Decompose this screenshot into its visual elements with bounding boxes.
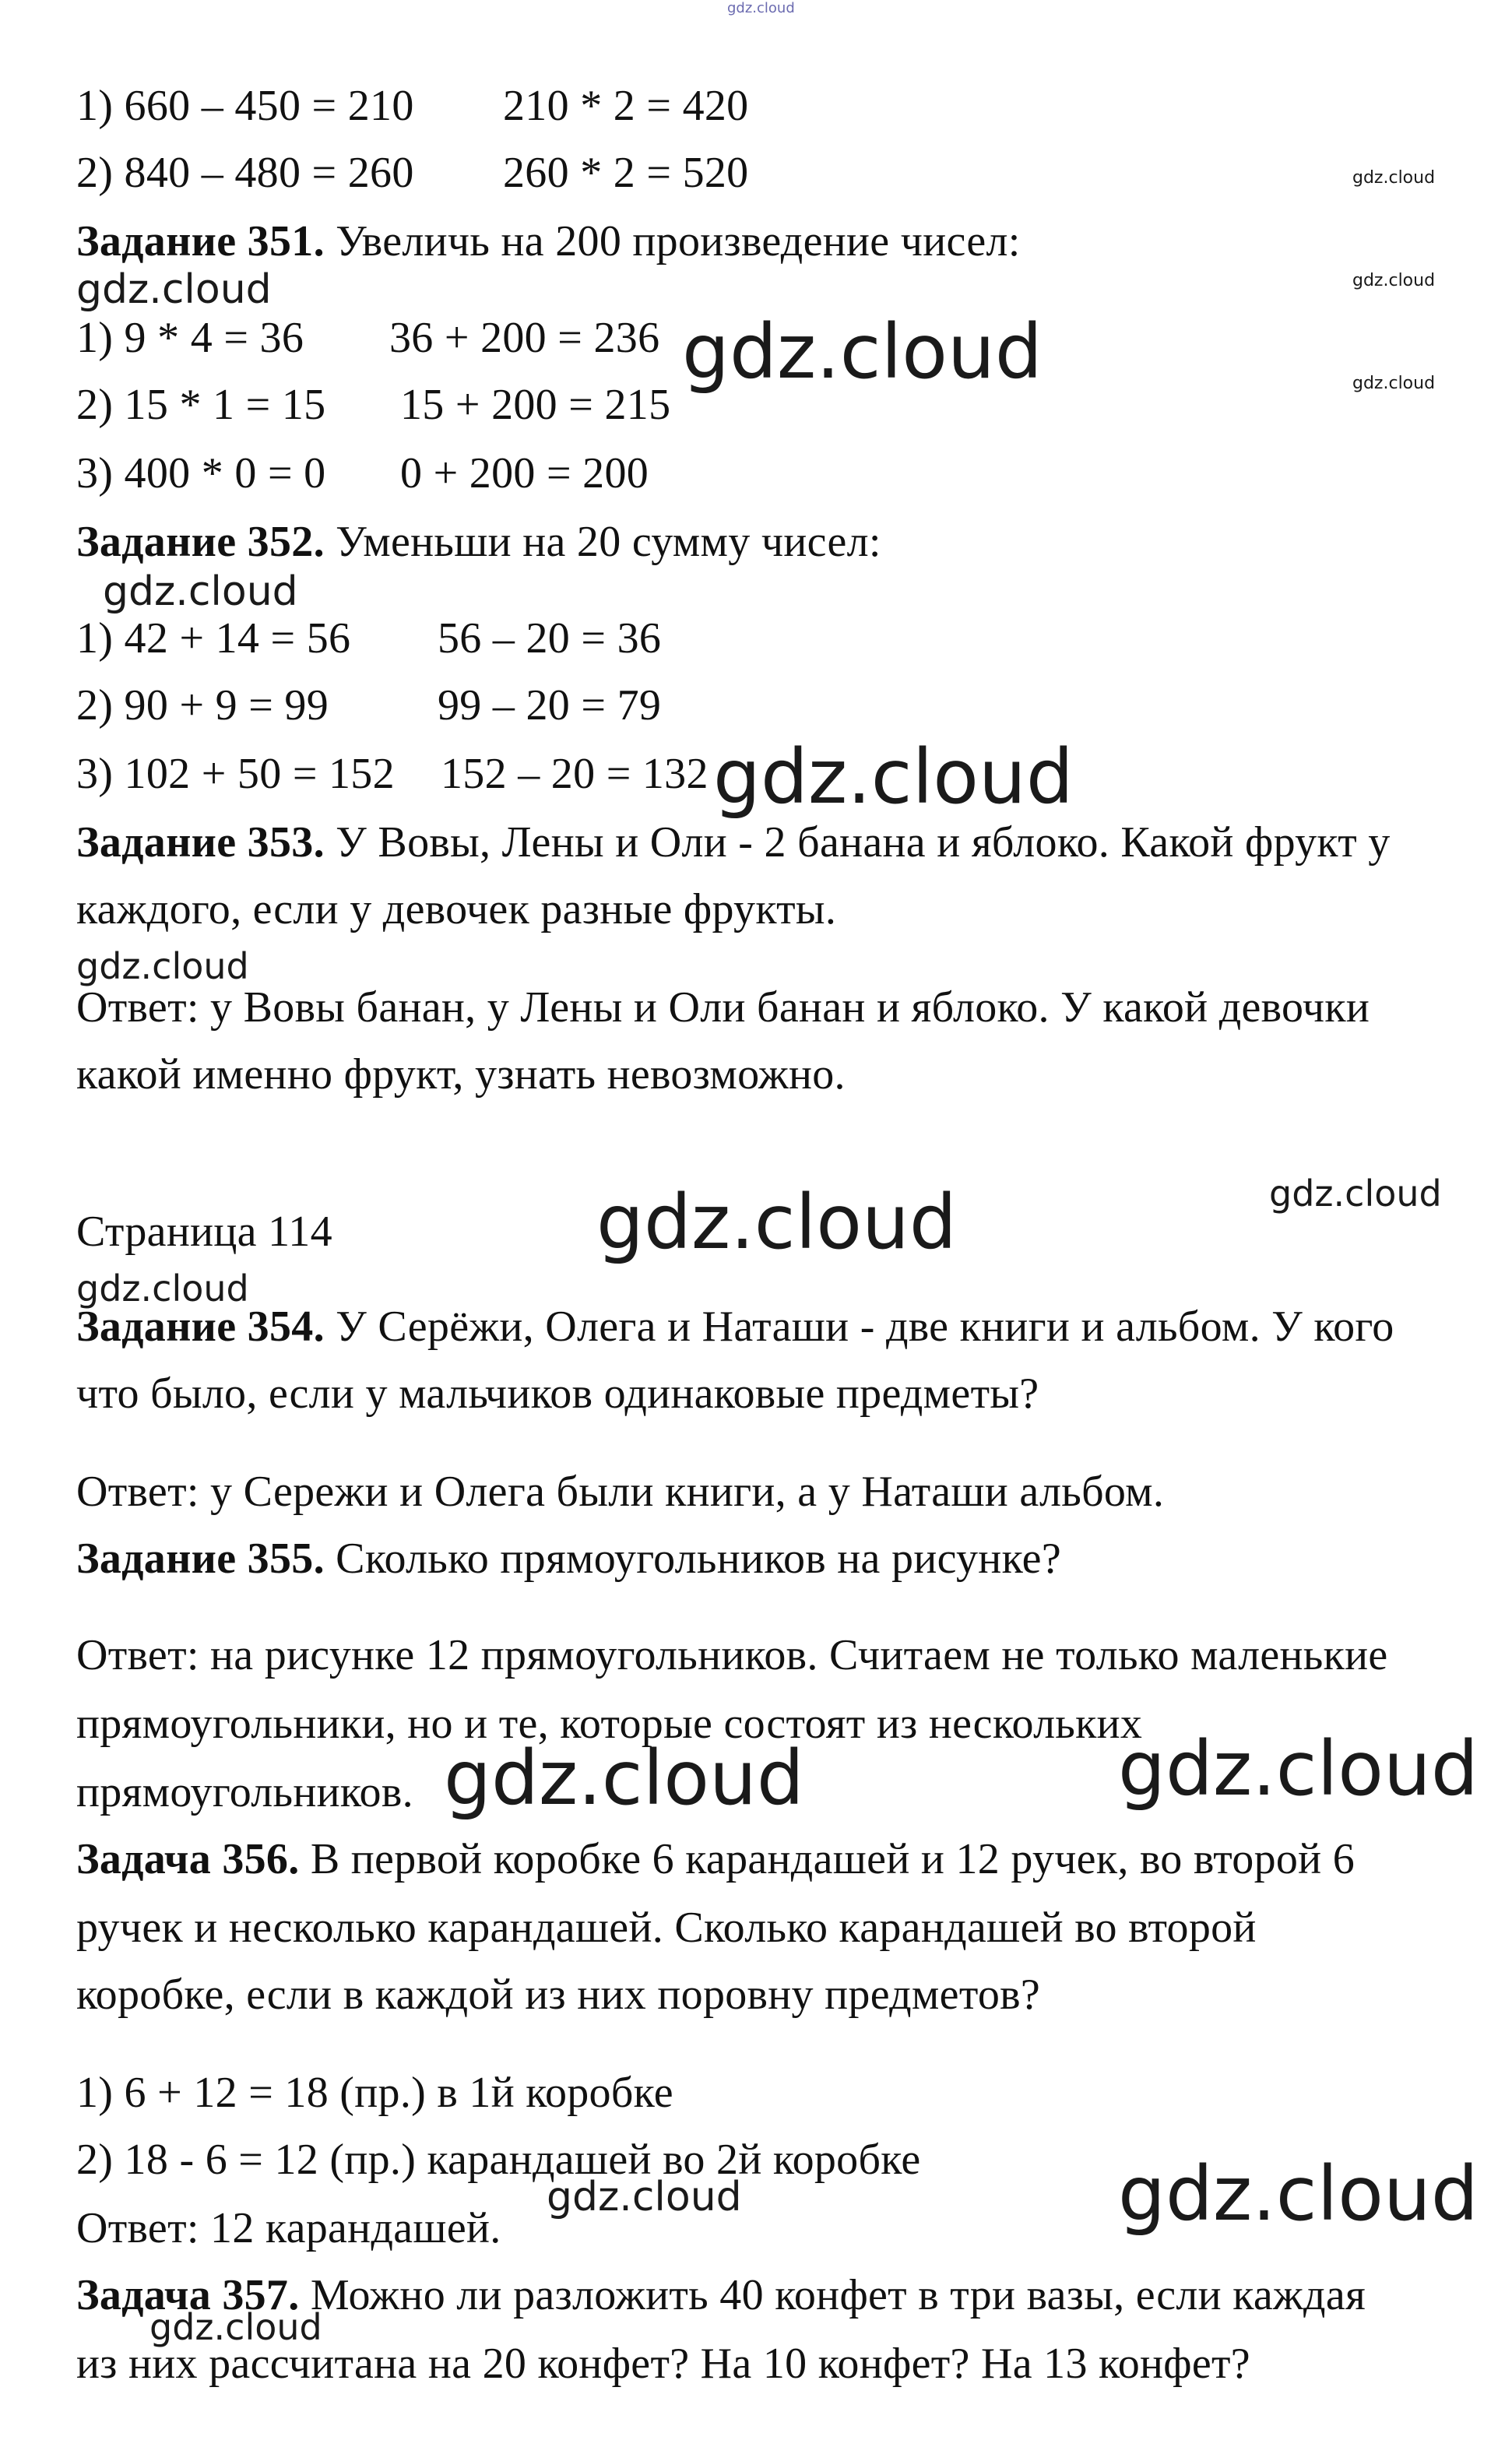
task-357-heading: [76, 2273, 1366, 2317]
task-351-step-3: 3) 400 * 0 = 0: [76, 449, 326, 497]
watermark-357: gdz.cloud: [149, 2306, 322, 2348]
task-354-text: У Серёжи, Олега и Наташи - две книги и альбом. У кого: [324, 1303, 1394, 1351]
task-353-answer-line-2: какой именно фрукт, узнать невозможно.: [76, 1050, 846, 1099]
calc-line-2-left: 2) 840 – 480 = 260: [76, 149, 414, 197]
calc-line-2: [76, 151, 414, 195]
task-353-answer-line-1: Ответ: у Вовы банан, у Лены и Оли банан и яблоко. У какой девочки: [76, 983, 1370, 1032]
task-352-step-1-result: 56 – 20 = 36: [438, 614, 662, 663]
watermark-page-center: gdz.cloud: [596, 1179, 957, 1266]
watermark-355-right: gdz.cloud: [1118, 1725, 1479, 1812]
task-352-heading: [76, 520, 881, 564]
task-351-step-2: 2) 15 * 1 = 15: [76, 381, 326, 429]
task-351-heading: [76, 217, 1021, 265]
task-355-label: Задание 355.: [76, 1535, 325, 1583]
task-356-answer: Ответ: 12 карандашей.: [76, 2204, 501, 2252]
task-352-step-3: 3) 102 + 50 = 152: [76, 750, 395, 798]
watermark-353: gdz.cloud: [76, 945, 249, 987]
calc-line-1: [76, 84, 414, 128]
task-354-heading: [76, 1303, 1394, 1351]
calc-line-1-right: 210 * 2 = 420: [503, 82, 749, 130]
task-351-text: Увеличь на 200 произведение чисел:: [324, 217, 1021, 265]
task-356-label: Задача 356.: [76, 1835, 300, 1883]
task-353-text: У Вовы, Лены и Оли - 2 банана и яблоко. Какой фрукт у: [324, 818, 1391, 867]
task-351-label: Задание 351.: [76, 217, 325, 265]
page-number-label: Страница 114: [76, 1208, 332, 1256]
task-355-answer-line-2: прямоугольники, но и те, которые состоят из нескольких: [76, 1700, 1143, 1748]
task-352-step-1: 1) 42 + 14 = 56: [76, 614, 351, 663]
task-352-step-2: 2) 90 + 9 = 99: [76, 681, 329, 730]
task-354-answer: Ответ: у Сережи и Олега были книги, а у Наташи альбом.: [76, 1468, 1165, 1516]
watermark-page-left: gdz.cloud: [76, 1267, 249, 1310]
watermark-right-3: gdz.cloud: [1352, 374, 1436, 393]
watermark-356-center: gdz.cloud: [547, 2174, 742, 2220]
task-352-label: Задание 352.: [76, 518, 325, 566]
task-356-step-2: 2) 18 - 6 = 12 (пр.) карандашей во 2й коробке: [76, 2136, 921, 2184]
task-356-text-line-2: ручек и несколько карандашей. Сколько карандашей во второй: [76, 1904, 1257, 1952]
task-351-step-1: 1) 9 * 4 = 36: [76, 314, 304, 362]
task-355-heading: [76, 1535, 1061, 1583]
watermark-351: gdz.cloud: [76, 266, 272, 313]
task-355-answer-line-1: Ответ: на рисунке 12 прямоугольников. Считаем не только маленькие: [76, 1631, 1388, 1679]
calc-line-1-left: 1) 660 – 450 = 210: [76, 82, 414, 130]
watermark-352-large: gdz.cloud: [713, 733, 1074, 821]
task-356-heading: [76, 1837, 1355, 1881]
watermark-right-1: gdz.cloud: [1352, 168, 1436, 188]
task-353-heading: [76, 818, 1391, 867]
task-351-step-3-result: 0 + 200 = 200: [400, 449, 649, 497]
task-352-step-3-result: 152 – 20 = 132: [441, 750, 709, 798]
task-351-step-2-result: 15 + 200 = 215: [400, 381, 671, 429]
task-352-step-2-result: 99 – 20 = 79: [438, 681, 662, 730]
task-357-text: Можно ли разложить 40 конфет в три вазы, если каждая: [299, 2271, 1366, 2319]
watermark-351-large: gdz.cloud: [682, 308, 1043, 396]
task-351-step-1-result: 36 + 200 = 236: [389, 314, 660, 362]
task-353-text-line-2: каждого, если у девочек разные фрукты.: [76, 885, 837, 933]
task-355-answer-line-3: прямоугольников.: [76, 1768, 413, 1816]
task-354-label: Задание 354.: [76, 1303, 325, 1351]
calc-line-2-right: 260 * 2 = 520: [503, 149, 749, 197]
task-357-text-line-2: из них рассчитана на 20 конфет? На 10 конфет? На 13 конфет?: [76, 2340, 1250, 2388]
task-356-step-1: 1) 6 + 12 = 18 (пр.) в 1й коробке: [76, 2069, 673, 2117]
task-353-label: Задание 353.: [76, 818, 325, 867]
task-354-text-line-2: что было, если у мальчиков одинаковые предметы?: [76, 1369, 1039, 1418]
watermark-356-right: gdz.cloud: [1118, 2150, 1479, 2238]
watermark-352: gdz.cloud: [103, 568, 298, 615]
watermark-top: gdz.cloud: [727, 0, 795, 16]
task-352-text: Уменьши на 20 сумму чисел:: [324, 518, 881, 566]
task-356-text-line-3: коробке, если в каждой из них поровну предметов?: [76, 1971, 1041, 2019]
watermark-355-left: gdz.cloud: [444, 1735, 804, 1822]
watermark-right-2: gdz.cloud: [1352, 271, 1436, 290]
task-356-text: В первой коробке 6 карандашей и 12 ручек, во второй 6: [299, 1835, 1356, 1883]
task-355-text: Сколько прямоугольников на рисунке?: [324, 1535, 1061, 1583]
task-357-label: Задача 357.: [76, 2271, 300, 2319]
watermark-page-right: gdz.cloud: [1269, 1173, 1442, 1215]
